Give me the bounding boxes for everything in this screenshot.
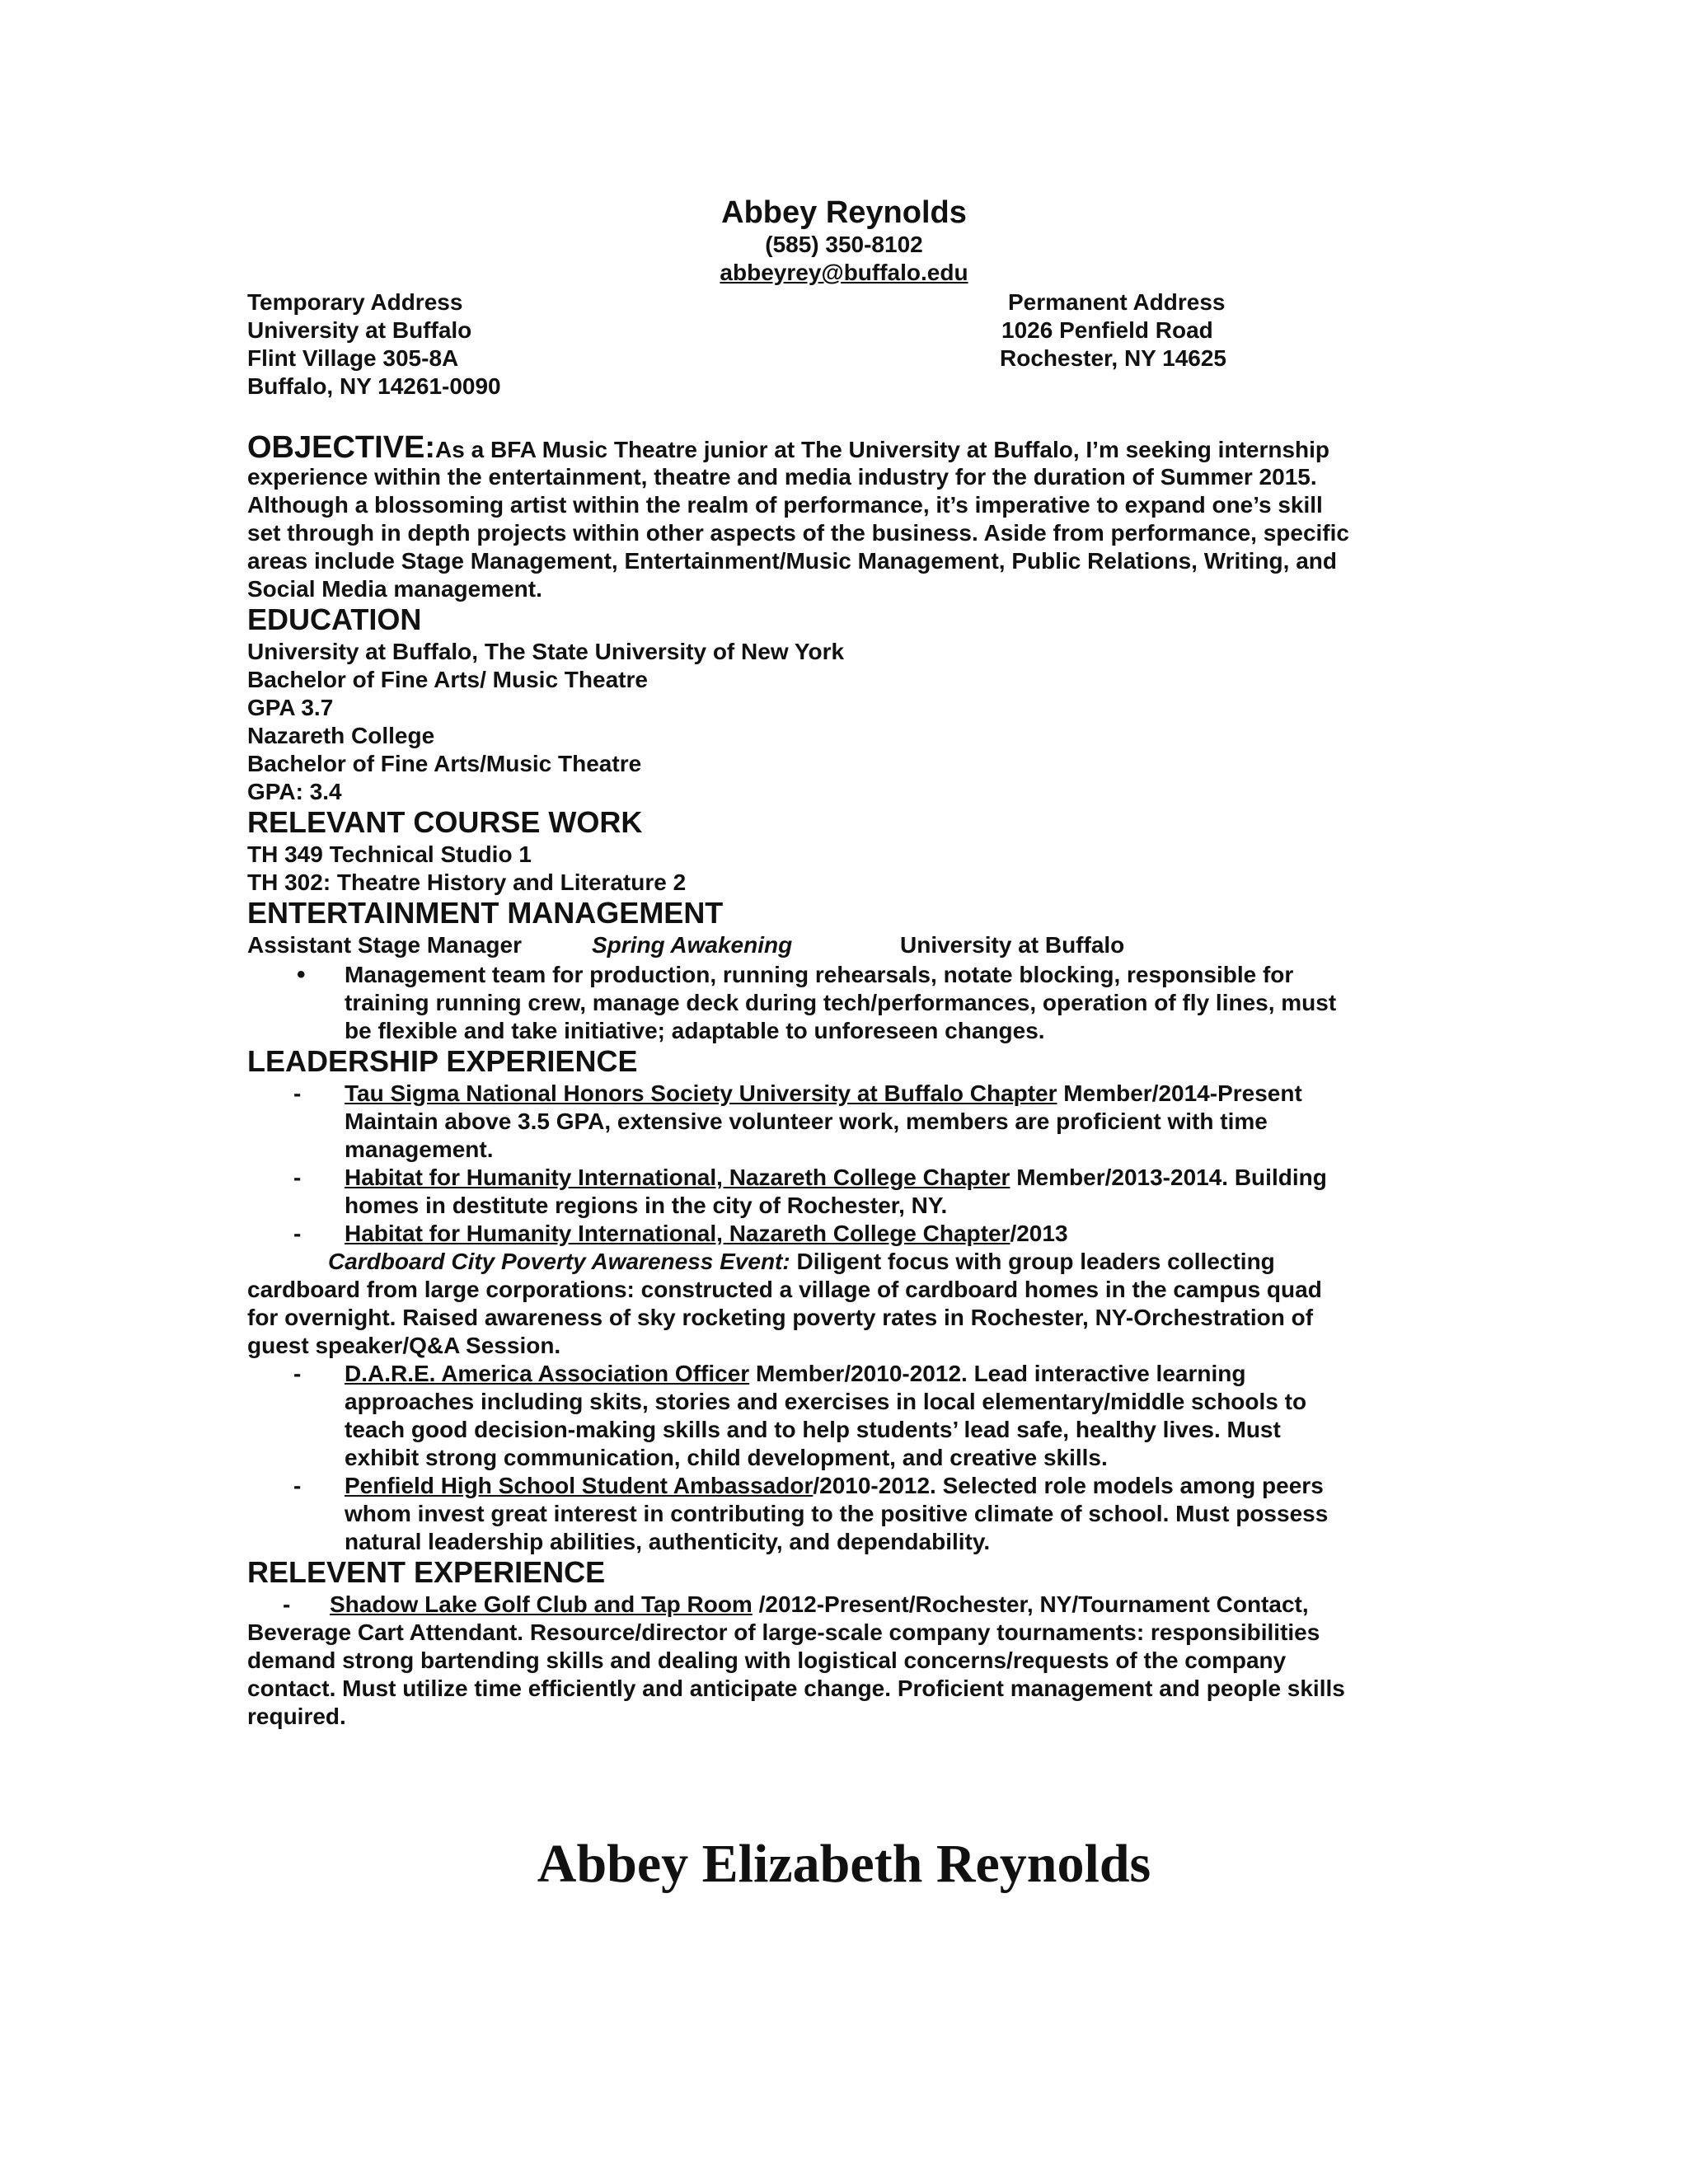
- leadership-line: for overnight. Raised awareness of sky rocketing poverty rates in Rochester, NY-Orchestration of: [247, 1305, 1314, 1330]
- email-link[interactable]: abbeyrey@buffalo.edu: [720, 260, 968, 285]
- dash-marker: -: [293, 1221, 302, 1246]
- education-line: GPA 3.7: [247, 695, 334, 720]
- dare-title: D.A.R.E. America Association Officer: [345, 1361, 750, 1386]
- leadership-line: guest speaker/Q&A Session.: [247, 1333, 561, 1358]
- shadow-lake-title: Shadow Lake Golf Club and Tap Room: [330, 1591, 753, 1617]
- entertainment-role: Assistant Stage Manager: [247, 932, 522, 958]
- leadership-line: exhibit strong communication, child development, and creative skills.: [345, 1445, 1108, 1470]
- dash-marker: -: [293, 1080, 302, 1106]
- relevent-line: required.: [247, 1704, 346, 1729]
- cardboard-city-text: Diligent focus with group leaders collecting: [790, 1249, 1275, 1274]
- leadership-line: teach good decision-making skills and to help students’ lead safe, healthy lives. Must: [345, 1417, 1281, 1442]
- entertainment-place: University at Buffalo: [900, 932, 1125, 958]
- relevent-first-line: [330, 1591, 1309, 1619]
- penfield-role: /2010-2012. Selected role models among peers: [813, 1473, 1324, 1498]
- objective-text: areas include Stage Management, Entertainment/Music Management, Public Relations, Writing, and: [247, 548, 1337, 574]
- entertainment-line: Management team for production, running rehearsals, notate blocking, responsible for: [345, 962, 1294, 987]
- habitat-title: Habitat for Humanity International, Nazareth College Chapter: [345, 1221, 1010, 1246]
- coursework-line: TH 349 Technical Studio 1: [247, 841, 532, 867]
- entertainment-line: training running crew, manage deck during tech/performances, operation of fly lines, must: [345, 990, 1337, 1015]
- cardboard-city-line: [328, 1248, 1275, 1276]
- dash-marker: -: [283, 1591, 291, 1617]
- relevent-line: demand strong bartending skills and dealing with logistical concerns/requests of the company: [247, 1647, 1287, 1673]
- leadership-line: whom invest great interest in contributing to the positive climate of school. Must possess: [345, 1501, 1329, 1526]
- shadow-lake-role: /2012-Present/Rochester, NY/Tournament Contact,: [752, 1591, 1309, 1617]
- relevent-heading: RELEVENT EXPERIENCE: [247, 1555, 606, 1589]
- bullet-icon: •: [297, 961, 306, 988]
- temp-address-line: Buffalo, NY 14261-0090: [247, 373, 501, 399]
- objective-text: set through in depth projects within other aspects of the business. Aside from performance, specific: [247, 520, 1349, 546]
- habitat-year: /2013: [1010, 1221, 1068, 1246]
- objective-text: As a BFA Music Theatre junior at The University at Buffalo, I’m seeking internship: [435, 437, 1330, 462]
- leadership-tau-line: [345, 1080, 1302, 1108]
- leadership-line: management.: [345, 1137, 494, 1162]
- perm-address-line: Rochester, NY 14625: [1000, 345, 1226, 371]
- penfield-title: Penfield High School Student Ambassador: [345, 1473, 814, 1498]
- leadership-line: cardboard from large corporations: constructed a village of cardboard homes in the campus quad: [247, 1277, 1322, 1302]
- education-heading: EDUCATION: [247, 602, 422, 636]
- education-line: GPA: 3.4: [247, 779, 342, 804]
- leadership-heading: LEADERSHIP EXPERIENCE: [247, 1044, 638, 1078]
- dash-marker: -: [293, 1473, 302, 1498]
- leadership-line: homes in destitute regions in the city of Rochester, NY.: [345, 1193, 948, 1218]
- relevent-line: contact. Must utilize time efficiently and anticipate change. Proficient management and people skills: [247, 1675, 1345, 1701]
- coursework-line: TH 302: Theatre History and Literature 2: [247, 869, 687, 895]
- objective-text: Social Media management.: [247, 576, 542, 602]
- relevent-line: Beverage Cart Attendant. Resource/director of large-scale company tournaments: responsibilities: [247, 1619, 1320, 1645]
- email-container: [0, 259, 1688, 287]
- dare-role: Member/2010-2012. Lead interactive learning: [749, 1361, 1246, 1386]
- temp-address-line: Flint Village 305-8A: [247, 345, 459, 371]
- cardboard-city-event: Cardboard City Poverty Awareness Event:: [328, 1249, 790, 1274]
- dash-marker: -: [293, 1361, 302, 1386]
- education-line: Bachelor of Fine Arts/ Music Theatre: [247, 667, 648, 692]
- tau-sigma-role: Member/2014-Present: [1057, 1080, 1302, 1106]
- entertainment-line: be flexible and take initiative; adaptable to unforeseen changes.: [345, 1018, 1045, 1043]
- objective-text: Although a blossoming artist within the realm of performance, it’s imperative to expand one’s skill: [247, 492, 1323, 518]
- signature-name: Abbey Elizabeth Reynolds: [537, 1834, 1151, 1894]
- leadership-habitat-line: [345, 1164, 1327, 1192]
- habitat-role: Member/2013-2014. Building: [1010, 1165, 1327, 1190]
- leadership-line: Maintain above 3.5 GPA, extensive volunteer work, members are proficient with time: [345, 1108, 1268, 1134]
- education-line: University at Buffalo, The State University of New York: [247, 639, 845, 664]
- leadership-habitat-line: [345, 1220, 1068, 1248]
- dash-marker: -: [293, 1165, 302, 1190]
- entertainment-show: Spring Awakening: [592, 932, 793, 958]
- leadership-penfield-line: [345, 1472, 1324, 1500]
- coursework-heading: RELEVANT COURSE WORK: [247, 805, 643, 839]
- entertainment-heading: ENTERTAINMENT MANAGEMENT: [247, 896, 724, 930]
- leadership-line: approaches including skits, stories and exercises in local elementary/middle schools to: [345, 1389, 1307, 1414]
- education-line: Nazareth College: [247, 723, 435, 748]
- temp-address-heading: Temporary Address: [247, 289, 463, 315]
- tau-sigma-title: Tau Sigma National Honors Society University at Buffalo Chapter: [345, 1080, 1057, 1106]
- leadership-line: natural leadership abilities, authenticity, and dependability.: [345, 1529, 991, 1554]
- objective-heading: OBJECTIVE:: [247, 430, 436, 465]
- temp-address-line: University at Buffalo: [247, 317, 472, 343]
- leadership-dare-line: [345, 1360, 1245, 1388]
- perm-address-heading: Permanent Address: [1008, 289, 1226, 315]
- education-line: Bachelor of Fine Arts/Music Theatre: [247, 751, 642, 776]
- perm-address-line: 1026 Penfield Road: [1001, 317, 1213, 343]
- phone-number: (585) 350-8102: [765, 232, 923, 257]
- habitat-title: Habitat for Humanity International, Nazareth College Chapter: [345, 1165, 1010, 1190]
- objective-text: experience within the entertainment, theatre and media industry for the duration of Summer 2015.: [247, 464, 1317, 490]
- resume-name: Abbey Reynolds: [721, 195, 967, 230]
